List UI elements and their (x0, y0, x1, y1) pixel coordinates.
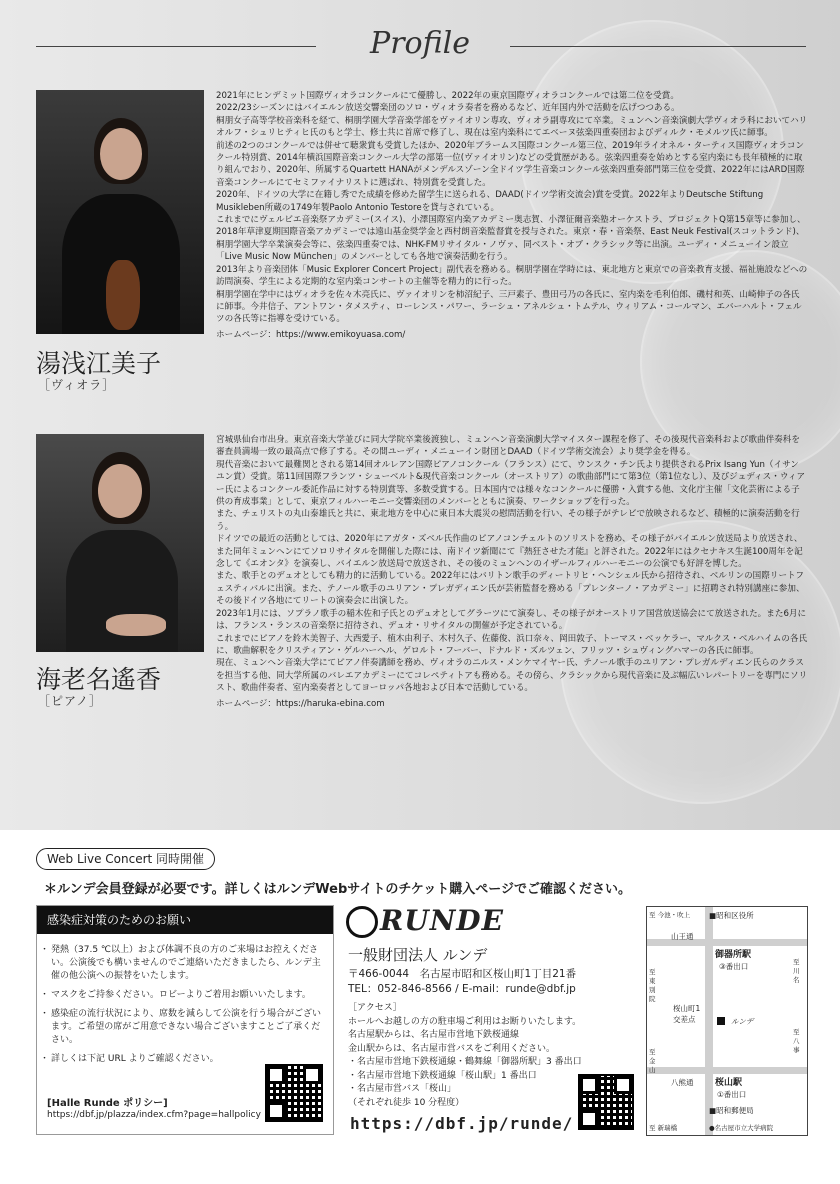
bio-paragraph: これまでにヴェルビエ音楽祭アカデミー(スイス)、小澤国際室内楽アカデミー奥志賀、小澤征爾音楽塾オーケストラ、プロジェクトQ第15章等に参加し、2018年草津夏期国際音楽アカデミーでは遠山基金奨学金と西村朗音楽監督賞を授与された。東京・春・音楽祭、East Neuk Festival(スコットランド)、桐朋学園大学卒業演奏会等に、弦楽四重奏では、NHK-FMリサイタル・ノヴァ、同ベスト・オブ・クラシック等に出演。ユーディ・メニューイン設立「Live Music Now München」のメンバーとしても各地で演奏活動を行う。 (216, 215, 806, 263)
bio-paragraph: 桐朋学園在学中にはヴィオラを佐々木亮氏に、ヴァイオリンを柿沼紀子、三戸素子、豊田弓乃の各氏に、室内楽を毛利伯郎、磯村和英、山崎伸子の各氏に師事。今井信子、アントワン・タメスティ、ローレンス・パワー、ラーシュ・アネルシュ・トムテル、ウィリアム・コールマン、エバーハルト・フェルツの各氏等に指導を受けている。 (216, 289, 802, 325)
map-label: 八熊通 (671, 1078, 694, 1087)
map-label: 至 新瑞橋 (649, 1124, 678, 1132)
bio-paragraph: 2021年にヒンデミット国際ヴィオラコンクールにて優勝し、2022年の東京国際ヴィオラコンクールでは第二位を受賞。 (216, 91, 679, 101)
artist2-name: 海老名遙香 (36, 665, 162, 694)
map-label: ■昭和郵便局 (709, 1106, 754, 1115)
map-label: 至 川名 (793, 958, 800, 984)
runde-url[interactable]: https://dbf.jp/runde/ (350, 1114, 574, 1133)
map-label: 御器所駅 (715, 950, 752, 960)
bio-paragraph: 現在、ミュンヘン音楽大学にてピアノ伴奏講師を務め、ヴィオラのニルス・メンケマイヤー氏、テノール歌手のユリアン・プレガルディエン氏らのクラスを担当する他、同大学所属のバレエアカデミーにてコレペティトアも務める。その傍ら、クラシックから現代音楽に及ぶ幅広いレパートリーを専門にソリスト、歌曲伴奏者、室内楽奏者としてヨーロッパ各地および日本で活動している。 (216, 658, 808, 694)
contact-info (348, 967, 576, 997)
runde-location-marker (717, 1017, 725, 1025)
bio-paragraph: ドイツでの最近の活動としては、2020年にアガタ・ズベル氏作曲のピアノコンチェルトのソリストを務め、その様子がバイエルン放送局より放送され、また同年ミュンヘンにてソロリサイタルを開催した際には、南ドイツ新聞にて『熱狂させた才能』と評された。2022年にはクセナキス生誕100周年を記念して《エオンタ》を演奏し、バイエルン放送局で放送され、その後のミュンヘンのイザールフィルハーモニーの公演でも好評を博した。 (216, 534, 803, 570)
map-label: 山王通 (671, 932, 694, 941)
access-line: 金山駅からは、名古屋市営バスをご利用ください。 (348, 1043, 556, 1054)
access-line: ホールへお越しの方の駐車場ご利用はお断りいたします。 (348, 1016, 582, 1027)
artist2-role: ［ピアノ］ (38, 694, 103, 708)
policy-title: [Halle Runde ポリシー] (47, 1098, 168, 1109)
access-line: ・名古屋市営バス「桜山」 (348, 1084, 457, 1094)
homepage-link[interactable]: ホームページ：https://www.emikoyuasa.com/ (216, 329, 406, 340)
map-label: ③番出口 (719, 962, 749, 971)
map-label: ルンデ (731, 1017, 754, 1026)
map-road (647, 1067, 807, 1074)
access-line: ・名古屋市営地下鉄桜通線「桜山駅」1 番出口 (348, 1070, 537, 1081)
bio-paragraph: これまでにピアノを鈴木美智子、大西愛子、植木由利子、木村久子、佐藤俊、浜口奈々、岡田敦子、トーマス・ベッケラー、マルクス・ベルハイムの各氏に、歌曲解釈をクリスティアン・ゲルハーヘル、ゲロルト・フーバー、ドナルド・ズルツェン、フリッツ・シュヴィングハマーの各氏に師事。 (216, 633, 808, 656)
access-line: （それぞれ徒歩 10 分程度） (348, 1097, 465, 1108)
artist1-name: 湯浅江美子 (36, 349, 162, 378)
map-label: ①番出口 (717, 1090, 747, 1099)
map-label: 至 八事 (793, 1028, 800, 1054)
policy-url[interactable]: https://dbf.jp/plazza/index.cfm?page=hallpolicy (47, 1110, 261, 1120)
runde-logo-icon (346, 906, 378, 938)
runde-qr-code[interactable] (578, 1074, 634, 1130)
access-line: ［アクセス］ (348, 1003, 402, 1013)
map-label: 桜山駅 (715, 1078, 743, 1088)
artist2-bio (216, 434, 808, 710)
list-item: ・ 発熱（37.5 ℃以上）および体調不良の方のご来場はお控えください。公演後でも構いませんのでご連絡いただきましたら、ルンデ主催の他公演への振替をいたします。 (43, 944, 325, 983)
homepage-link[interactable]: ホームページ：https://haruka-ebina.com (216, 698, 385, 709)
membership-notice: ＊ルンデ会員登録が必要です。詳しくはルンデWebサイトのチケット購入ページでご確認ください。 (44, 882, 631, 897)
bio-paragraph: 宮城県仙台市出身。東京音楽大学並びに同大学院卒業後渡独し、ミュンヘン音楽演劇大学マイスター課程を修了、その後現代音楽科および歌曲伴奏科を審査員満場一致の最高点で修了する。その間ユーディ・メニューイン財団とDAAD（ドイツ学術交流会）より奨学金を得る。 (216, 435, 800, 458)
bio-paragraph: 前述の2つのコンクールでは併せて聴衆賞も受賞したほか、2020年ブラームス国際コンクール第三位、2019年ライオネル・ターティス国際ヴィオラコンクール特別賞、2014年横浜国際音楽コンクール大学の部第一位(ヴァイオリン)などの受賞歴がある。弦楽四重奏を始めとする室内楽にも長年積極的に取り組んでおり、2020年、所属するQuartett HANAがメンデルスゾーン全ドイツ学生音楽コンクール弦楽四重奏部門第三位を受賞、2022年にはARD国際音楽コンクールにてセミファイナリストに選ばれ、特別賞を受賞した。 (216, 140, 805, 188)
artist1-role: ［ヴィオラ］ (38, 378, 116, 392)
map-label: 桜山町1 交差点 (673, 1004, 701, 1024)
bio-paragraph: 桐朋女子高等学校音楽科を経て、桐朋学園大学音楽学部をヴァイオリン専攻、ヴィオラ副専攻にて卒業。ミュンヘン音楽演劇大学ヴィオラ科においてハリオルフ・シュリヒティヒ氏のもと学士、修士共に首席で修了し、現在は室内楽科にてエベーヌ弦楽四重奏団およびディルク・モメルツ氏に師事。 (216, 115, 808, 139)
policy-qr-code[interactable] (265, 1064, 323, 1122)
list-item: ・ マスクをご持参ください。ロビーよりご着用お願いいたします。 (43, 989, 325, 1002)
bio-paragraph: 2022/23シーズンにはバイエルン放送交響楽団のソロ・ヴィオラ奏者を務めるなど、近年国内外で活動を広げつつある。 (216, 103, 680, 114)
organization-name: 一般財団法人 ルンデ (348, 946, 488, 964)
bio-paragraph: 現代音楽において最難関とされる第14回オルレアン国際ピアノコンクール（フランス）にて、ウンスク・チン氏より提供されるPrix Isang Yun（イサン ユン賞）受賞。第11回国際フランツ・シューベルト&現代音楽コンクール（オーストリア）の歌曲部門にて第3位（第1位なし）、及びジュディス・ウィアー氏によるコンクール委託作品に対する特別賞等、多数受賞する。日本国内では様々なコンクールに優勝・入賞する他、文化庁主催「文化芸術による子供の育成事業」として、東京フィルハーモニー交響楽団のメンバーとともに演奏、ワークショップを行った。 (216, 459, 806, 508)
tel-email[interactable]: TEL：052-846-8566 / E-mail：runde@dbf.jp (348, 983, 576, 995)
covid-notice-box (36, 905, 334, 1135)
access-line: 名古屋駅からは、名古屋市営地下鉄桜通線 (348, 1030, 520, 1040)
page-heading: Profile (370, 26, 470, 61)
web-live-badge: Web Live Concert 同時開催 (36, 848, 215, 870)
runde-logo: RUNDE (380, 904, 504, 937)
bio-paragraph: 2013年より音楽団体「Music Explorer Concert Project」副代表を務める。桐朋学園在学時には、東北地方と東京での音楽教育支援、福祉施設などへの訪問演奏、学生による定期的な室内楽コンサートの主催等を精力的に行った。 (216, 264, 808, 288)
access-line: ・名古屋市営地下鉄桜通線・鶴舞線「御器所駅」3 番出口 (348, 1057, 582, 1067)
bio-paragraph: また、チェリストの丸山泰雄氏と共に、東北地方を中心に東日本大震災の慰問活動を行い、その様子がテレビで放映されるなど、積極的に演奏活動を行う。 (216, 509, 800, 532)
artist1-photo (36, 90, 204, 334)
map-label: 至 金山 (649, 1048, 656, 1074)
heading-rule-right (510, 46, 806, 47)
access-map (646, 906, 808, 1136)
heading-rule-left (36, 46, 316, 47)
list-item: ・ 詳しくは下記 URL よりご確認ください。 (43, 1053, 261, 1066)
bio-paragraph: また、歌手とのデュオとしても精力的に活動している。2022年にはバリトン歌手のディートリヒ・ヘンシェル氏から招待され、ベルリンの国際リートフェスティバルに出演。また、テノール歌手のユリアン・プレガディエン氏が芸術監督を務める「プレンターノ・アカデミー」に招聘され特別講座に参加、その後ドイツ各地にてリートの演奏会に出演した。 (216, 571, 805, 607)
map-label: ■昭和区役所 (709, 911, 754, 920)
map-label: 至 今池・吹上 (649, 911, 691, 919)
bio-paragraph: 2020年、ドイツの大学に在籍し秀でた成績を修めた留学生に送られる、DAAD(ドイツ学術交流会)賞を受賞。2022年よりDeutsche Stiftung Musikleben所蔵の1749年製Paolo Antonio Testoreを貸与されている。 (216, 190, 764, 213)
bio-paragraph: 2023年1月には、ソプラノ歌手の稲木佐和子氏とのデュオとしてグラーツにて演奏し、その様子がオーストリア国営放送協会にて放送された。また6月には、フランス・ランスの音楽祭に招待され、デュオ・リサイタルの開催が予定されている。 (216, 608, 807, 632)
list-item: ・ 感染症の流行状況により、席数を減らして公演を行う場合がございます。ご希望の席がご用意できない場合ございますことご了承ください。 (43, 1008, 325, 1047)
artist1-bio (216, 90, 808, 341)
address: 〒466-0044 名古屋市昭和区桜山町1丁目21番 (348, 968, 577, 980)
covid-title: 感染症対策のためのお願い (37, 906, 333, 934)
map-label: 至 東別院 (649, 968, 656, 1003)
map-label: ●名古屋市立大学病院 (709, 1124, 774, 1132)
artist2-photo (36, 434, 204, 652)
covid-list (43, 944, 325, 1072)
